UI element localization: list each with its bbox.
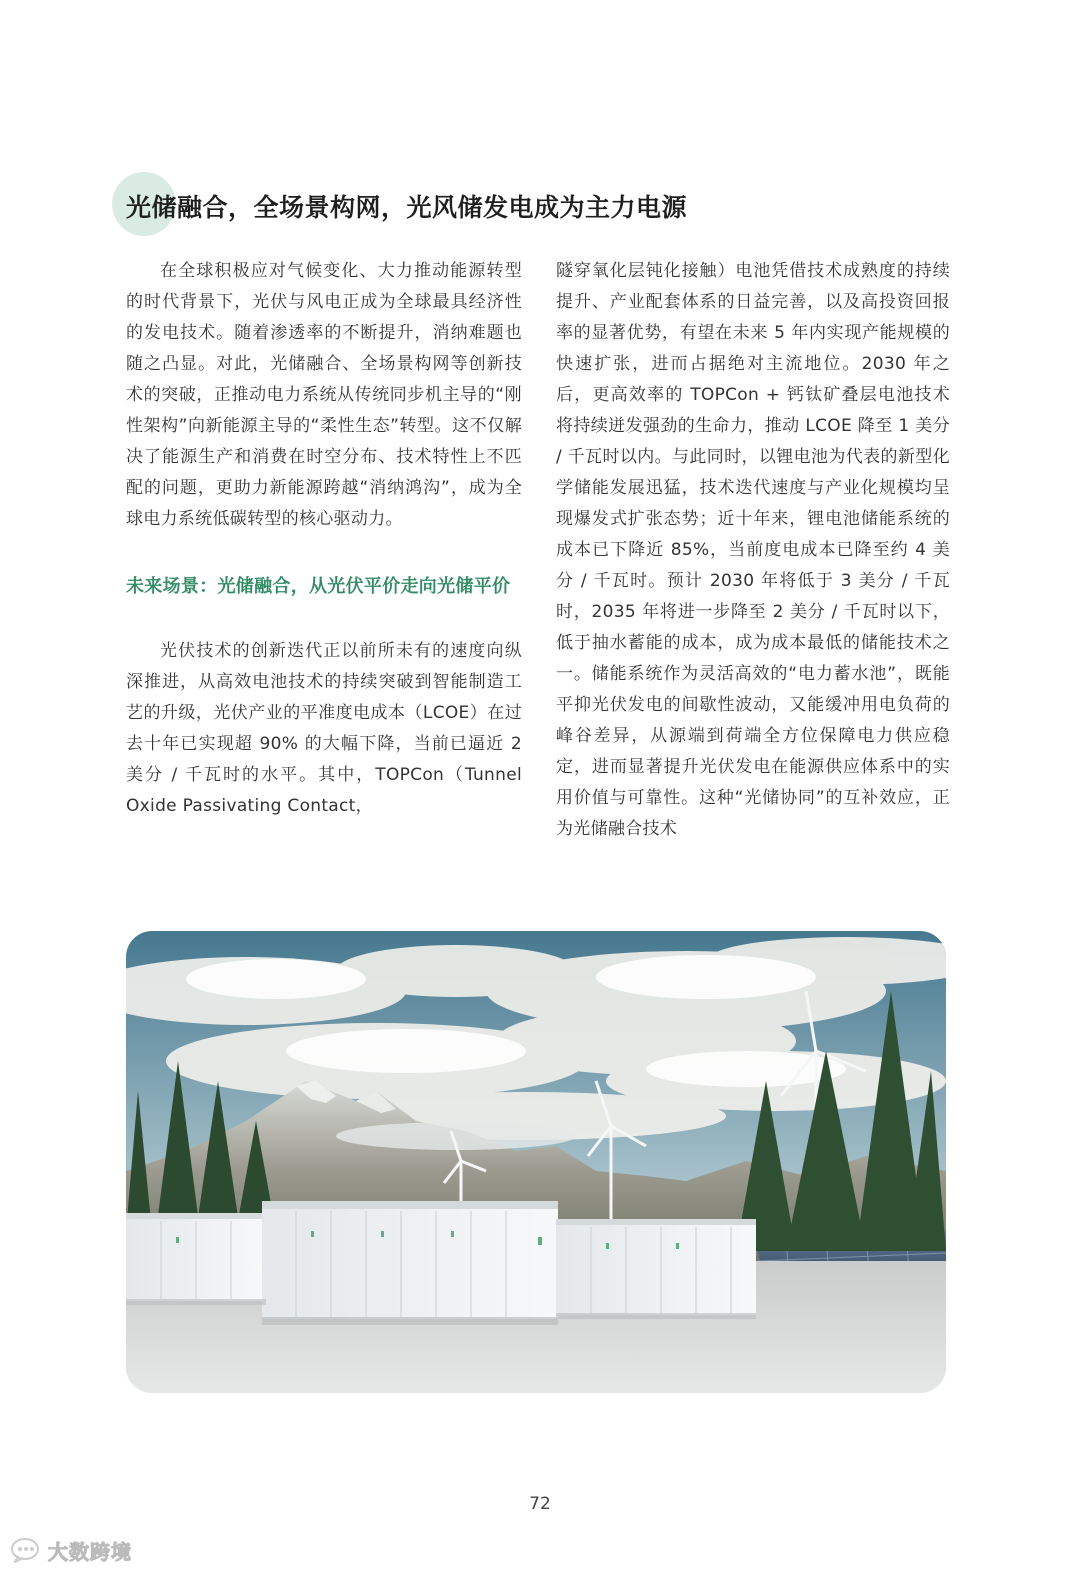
energy-storage-photo <box>126 931 946 1393</box>
chat-bubble-logo-icon <box>10 1537 44 1563</box>
page-number: 72 <box>529 1494 551 1514</box>
body-paragraph: 光伏技术的创新迭代正以前所未有的速度向纵深推进，从高效电池技术的持续突破到智能制造工艺的升级，光伏产业的平准度电成本（LCOE）在过去十年已实现超 90% 的大幅下降，当前已逼近 2 美分 / 千瓦时的水平。其中，TOPCon（Tunnel Oxide Passivating Contact， <box>126 641 522 816</box>
body-paragraph-continued: 隧穿氧化层钝化接触）电池凭借技术成熟度的持续提升、产业配套体系的日益完善，以及高投资回报率的显著优势，有望在未来 5 年内实现产能规模的快速扩张，进而占据绝对主流地位。2030 年之后，更高效率的 TOPCon + 钙钛矿叠层电池技术将持续迸发强劲的生命力，推动 LCOE 降至 1 美分 / 千瓦时以内。与此同时，以锂电池为代表的新型化学储能发展迅猛，技术迭代速度与产业化规模均呈现爆发式扩张态势；近十年来，锂电池储能系统的成本已下降近 85%，当前度电成本已降至约 4 美分 / 千瓦时。预计 2030 年将低于 3 美分 / 千瓦时，2035 年将进一步降至 2 美分 / 千瓦时以下，低于抽水蓄能的成本，成为成本最低的储能技术之一。储能系统作为灵活高效的“电力蓄水池”，既能平抑光伏发电的间歇性波动，又能缓冲用电负荷的峰谷差异，从源端到荷端全方位保障电力供应稳定，进而显著提升光伏发电在能源供应体系中的实用价值与可靠性。这种“光储协同”的互补效应，正为光储融合技术 <box>556 261 950 839</box>
subsection-heading: 未来场景：光储融合，从光伏平价走向光储平价 <box>126 576 511 597</box>
section-title: 光储融合，全场景构网，光风储发电成为主力电源 <box>126 193 688 222</box>
watermark <box>10 1532 132 1568</box>
intro-paragraph: 在全球积极应对气候变化、大力推动能源转型的时代背景下，光伏与风电正成为全球最具经济性的发电技术。随着渗透率的不断提升，消纳难题也随之凸显。对此，光储融合、全场景构网等创新技术的突破，正推动电力系统从传统同步机主导的“刚性架构”向新能源主导的“柔性生态”转型。这不仅解决了能源生产和消费在时空分布、技术特性上不匹配的问题，更助力新能源跨越“消纳鸿沟”，成为全球电力系统低碳转型的核心驱动力。 <box>126 261 522 529</box>
watermark-text: 大数跨境 <box>48 1539 132 1564</box>
left-column <box>126 256 522 822</box>
right-column <box>556 256 950 845</box>
